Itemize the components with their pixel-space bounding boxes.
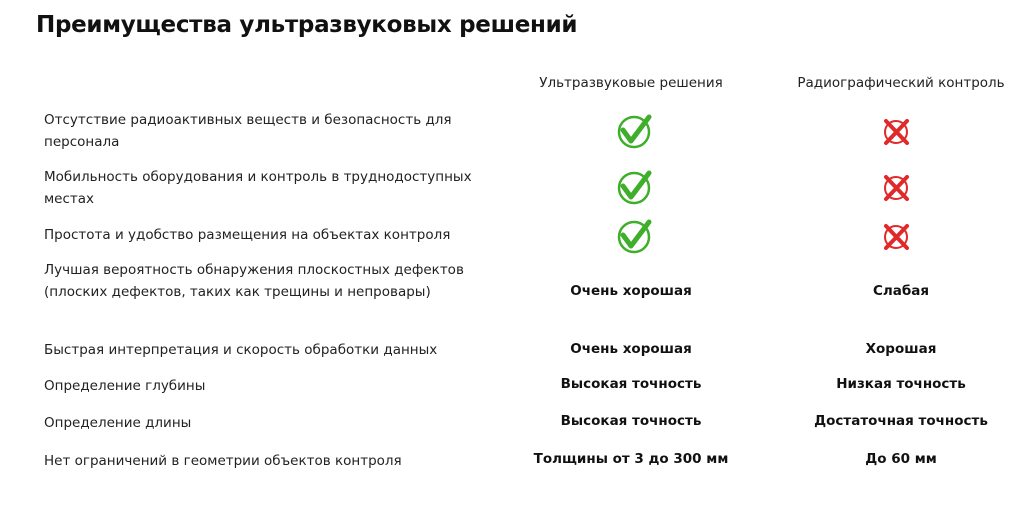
check-icon bbox=[614, 217, 654, 255]
row-label-length: Определение длины bbox=[44, 415, 192, 431]
cell-ultrasonic-planar-defects: Очень хорошая bbox=[570, 283, 692, 299]
row-label-mobility: Мобильность оборудования и контроль в труднодоступных местах bbox=[44, 169, 472, 207]
row-label-ease-of-placement: Простота и удобство размещения на объектах контроля bbox=[44, 227, 451, 243]
cross-icon bbox=[880, 220, 912, 252]
column-header-radiographic: Радиографический контроль bbox=[797, 75, 1005, 91]
cell-radiographic-geometry: До 60 мм bbox=[865, 451, 937, 467]
row-label-planar-defects: Лучшая вероятность обнаружения плоскостных дефектов (плоских дефектов, таких как трещины и непровары) bbox=[44, 262, 464, 300]
cross-icon bbox=[880, 115, 912, 147]
page-title: Преимущества ультразвуковых решений bbox=[36, 12, 578, 38]
column-header-ultrasonic: Ультразвуковые решения bbox=[539, 75, 723, 91]
cell-radiographic-length: Достаточная точность bbox=[814, 413, 988, 429]
cell-radiographic-depth: Низкая точность bbox=[836, 376, 966, 392]
row-label-depth: Определение глубины bbox=[44, 378, 206, 394]
cell-ultrasonic-interpretation-speed: Очень хорошая bbox=[570, 341, 692, 357]
row-label-geometry: Нет ограничений в геометрии объектов контроля bbox=[44, 453, 402, 469]
cell-radiographic-interpretation-speed: Хорошая bbox=[865, 341, 937, 357]
check-icon bbox=[614, 168, 654, 206]
cell-radiographic-planar-defects: Слабая bbox=[872, 283, 930, 299]
cell-ultrasonic-geometry: Толщины от 3 до 300 мм bbox=[533, 451, 729, 467]
cell-ultrasonic-depth: Высокая точность bbox=[560, 376, 702, 392]
row-label-interpretation-speed: Быстрая интерпретация и скорость обработки данных bbox=[44, 342, 438, 358]
cross-icon bbox=[880, 171, 912, 203]
cell-ultrasonic-length: Высокая точность bbox=[560, 413, 702, 429]
row-label-radiation-safety: Отсутствие радиоактивных веществ и безопасность для персонала bbox=[44, 112, 452, 150]
check-icon bbox=[614, 112, 654, 150]
